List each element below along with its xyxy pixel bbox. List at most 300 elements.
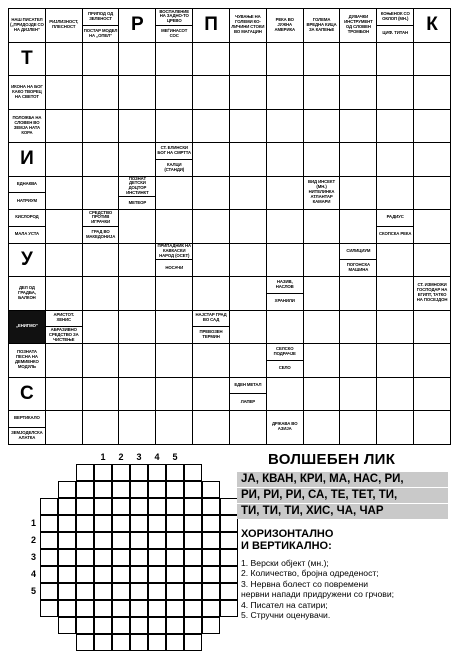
figure-cell[interactable]: [112, 600, 130, 617]
figure-cell[interactable]: [130, 498, 148, 515]
figure-cell[interactable]: [166, 634, 184, 651]
figure-cell[interactable]: [112, 532, 130, 549]
given-letter-cell: [9, 143, 46, 177]
answer-cell[interactable]: [304, 378, 341, 412]
figure-cell[interactable]: [130, 532, 148, 549]
definition: 4. Писател на сатири;: [241, 599, 328, 610]
answer-cell[interactable]: [340, 277, 377, 311]
answer-cell[interactable]: [340, 76, 377, 110]
figure-cell[interactable]: [202, 532, 220, 549]
figure-cell[interactable]: [220, 583, 238, 600]
answer-cell[interactable]: [46, 411, 83, 444]
clue-cell: [46, 9, 83, 43]
answer-cell[interactable]: [230, 76, 267, 110]
figure-cell[interactable]: [220, 532, 238, 549]
given-letter-cell: [9, 43, 46, 77]
answer-cell[interactable]: [230, 344, 267, 378]
answer-cell[interactable]: [119, 344, 156, 378]
figure-cell[interactable]: [166, 481, 184, 498]
answer-cell[interactable]: [156, 210, 193, 244]
answer-cell[interactable]: [340, 411, 377, 444]
figure-cell[interactable]: [94, 532, 112, 549]
figure-cell[interactable]: [112, 583, 130, 600]
figure-cell[interactable]: [94, 464, 112, 481]
figure-cell[interactable]: [130, 583, 148, 600]
figure-cell[interactable]: [130, 549, 148, 566]
clue-cell: [193, 311, 230, 345]
answer-cell[interactable]: [193, 344, 230, 378]
figure-cell[interactable]: [58, 481, 76, 498]
answer-cell[interactable]: [46, 344, 83, 378]
answer-cell[interactable]: [46, 378, 83, 412]
answer-cell[interactable]: [377, 143, 414, 177]
answer-cell[interactable]: [377, 43, 414, 77]
direction-heading-line: ХОРИЗОНТАЛНО: [241, 528, 334, 540]
clue-cell: [230, 9, 267, 43]
answer-cell[interactable]: [304, 311, 341, 345]
clue-text: МЕЃИНАСОТ СОС: [161, 27, 188, 38]
given-letter-cell: [9, 244, 46, 278]
answer-cell[interactable]: [414, 110, 450, 144]
clue-text: ГОЛЕМА ВРЕДНА КИЦА ЗА КАПЕЊЕ: [306, 16, 337, 32]
answer-cell[interactable]: [340, 344, 377, 378]
answer-cell[interactable]: [83, 110, 120, 144]
answer-cell[interactable]: [414, 378, 450, 412]
answer-cell[interactable]: [340, 311, 377, 345]
clue-text: СТ. ИЗМНОЖИ ГОСПОДАР НА ЕГИПТ, ТАТКО НА ПОСЕЈДОН: [416, 282, 448, 303]
answer-cell[interactable]: [83, 143, 120, 177]
figure-cell[interactable]: [202, 481, 220, 498]
answer-cell[interactable]: [119, 43, 156, 77]
figure-cell[interactable]: [76, 634, 94, 651]
answer-cell[interactable]: [414, 210, 450, 244]
clue-cell: [83, 9, 120, 43]
answer-cell[interactable]: [193, 244, 230, 278]
syllable-box: [237, 472, 448, 519]
figure-cell[interactable]: [202, 617, 220, 634]
answer-cell[interactable]: [46, 110, 83, 144]
answer-cell[interactable]: [193, 143, 230, 177]
answer-cell[interactable]: [414, 244, 450, 278]
answer-cell[interactable]: [267, 210, 304, 244]
answer-cell[interactable]: [83, 43, 120, 77]
figure-cell[interactable]: [40, 532, 58, 549]
clue-cell: [340, 244, 377, 278]
given-letter: У: [21, 248, 33, 270]
answer-cell[interactable]: [267, 311, 304, 345]
answer-cell[interactable]: [414, 411, 450, 444]
answer-cell[interactable]: [230, 244, 267, 278]
figure-cell[interactable]: [166, 464, 184, 481]
given-letter: И: [20, 148, 34, 170]
clue-cell: [9, 210, 46, 244]
clue-cell: [119, 177, 156, 211]
figure-cell[interactable]: [148, 600, 166, 617]
answer-cell[interactable]: [304, 244, 341, 278]
answer-cell[interactable]: [340, 210, 377, 244]
figure-cell[interactable]: [76, 515, 94, 532]
clue-text: СКОПСКА РЕКА: [378, 231, 412, 237]
answer-cell[interactable]: [267, 244, 304, 278]
figure-cell[interactable]: [202, 498, 220, 515]
answer-cell[interactable]: [230, 311, 267, 345]
answer-cell[interactable]: [46, 244, 83, 278]
answer-cell[interactable]: [267, 177, 304, 211]
clue-cell: [9, 9, 46, 43]
answer-cell[interactable]: [119, 411, 156, 444]
answer-cell[interactable]: [119, 210, 156, 244]
figure-cell[interactable]: [184, 498, 202, 515]
figure-cell[interactable]: [130, 600, 148, 617]
figure-cell[interactable]: [166, 600, 184, 617]
figure-cell[interactable]: [202, 600, 220, 617]
figure-cell[interactable]: [130, 464, 148, 481]
figure-cell[interactable]: [94, 583, 112, 600]
clue-cell: [83, 210, 120, 244]
answer-cell[interactable]: [304, 43, 341, 77]
figure-cell[interactable]: [58, 600, 76, 617]
answer-cell[interactable]: [156, 311, 193, 345]
figure-cell[interactable]: [184, 566, 202, 583]
figure-cell[interactable]: [58, 617, 76, 634]
figure-cell[interactable]: [40, 583, 58, 600]
given-letter: К: [426, 14, 438, 36]
figure-cell[interactable]: [112, 634, 130, 651]
figure-cell[interactable]: [40, 549, 58, 566]
clue-text: ЕДНАКВА: [9, 177, 45, 194]
answer-cell[interactable]: [83, 411, 120, 444]
figure-cell[interactable]: [148, 464, 166, 481]
clue-cell: [304, 177, 341, 211]
figure-cell[interactable]: [220, 515, 238, 532]
clue-text: ПРЕВОЗЕН ТЕРМИН: [199, 329, 223, 340]
figure-cell[interactable]: [184, 549, 202, 566]
puzzle-title: ВОЛШЕБЕН ЛИК: [268, 451, 396, 468]
row-number: 2: [30, 535, 36, 545]
figure-cell[interactable]: [148, 566, 166, 583]
figure-cell[interactable]: [184, 634, 202, 651]
answer-cell[interactable]: [340, 43, 377, 77]
clue-cell: [46, 311, 83, 345]
clue-cell: [9, 411, 46, 444]
figure-cell[interactable]: [58, 532, 76, 549]
answer-cell[interactable]: [230, 43, 267, 77]
figure-cell[interactable]: [130, 481, 148, 498]
figure-cell[interactable]: [220, 549, 238, 566]
answer-cell[interactable]: [46, 177, 83, 211]
clue-text: ПОСТАР МОДЕЛ НА „ОПЕЛ“: [83, 27, 118, 38]
answer-cell[interactable]: [230, 210, 267, 244]
answer-cell[interactable]: [414, 344, 450, 378]
answer-cell[interactable]: [46, 277, 83, 311]
figure-cell[interactable]: [166, 617, 184, 634]
answer-cell[interactable]: [83, 311, 120, 345]
figure-cell[interactable]: [58, 498, 76, 515]
answer-cell[interactable]: [156, 43, 193, 77]
figure-cell[interactable]: [130, 515, 148, 532]
answer-cell[interactable]: [267, 143, 304, 177]
clue-cell: [9, 277, 46, 311]
answer-cell[interactable]: [304, 411, 341, 444]
clue-text: ЦИФ. ТИТАН: [382, 30, 408, 36]
answer-cell[interactable]: [304, 210, 341, 244]
figure-cell[interactable]: [148, 617, 166, 634]
figure-cell[interactable]: [184, 464, 202, 481]
answer-cell[interactable]: [304, 344, 341, 378]
answer-cell[interactable]: [119, 110, 156, 144]
answer-cell[interactable]: [377, 378, 414, 412]
answer-cell[interactable]: [230, 143, 267, 177]
figure-cell[interactable]: [202, 566, 220, 583]
figure-cell[interactable]: [148, 515, 166, 532]
answer-cell[interactable]: [156, 110, 193, 144]
figure-cell[interactable]: [58, 583, 76, 600]
given-letter-cell: [193, 9, 230, 43]
answer-cell[interactable]: [267, 43, 304, 77]
figure-cell[interactable]: [130, 634, 148, 651]
answer-cell[interactable]: [156, 411, 193, 444]
figure-cell[interactable]: [184, 481, 202, 498]
figure-cell[interactable]: [184, 600, 202, 617]
answer-cell[interactable]: [340, 110, 377, 144]
clue-cell: [9, 76, 46, 110]
answer-cell[interactable]: [83, 344, 120, 378]
clue-text: СЕЛО: [278, 365, 291, 371]
answer-cell[interactable]: [267, 110, 304, 144]
figure-cell[interactable]: [94, 600, 112, 617]
figure-cell[interactable]: [76, 583, 94, 600]
clue-text: СИЛИЦИУМ: [340, 244, 376, 261]
figure-cell[interactable]: [148, 532, 166, 549]
clue-cell: [304, 9, 341, 43]
answer-cell[interactable]: [304, 110, 341, 144]
answer-cell[interactable]: [83, 76, 120, 110]
column-number: 1: [100, 452, 106, 462]
answer-cell[interactable]: [340, 143, 377, 177]
answer-cell[interactable]: [119, 76, 156, 110]
answer-cell[interactable]: [83, 378, 120, 412]
figure-cell[interactable]: [76, 617, 94, 634]
answer-cell[interactable]: [193, 277, 230, 311]
figure-cell[interactable]: [148, 481, 166, 498]
clue-text: СРЕДСТВО ПРОТИВ ИГРАЧКИ: [83, 210, 119, 227]
direction-heading-line: И ВЕРТИКАЛНО:: [241, 540, 332, 552]
answer-cell[interactable]: [119, 378, 156, 412]
figure-cell[interactable]: [130, 617, 148, 634]
figure-cell[interactable]: [148, 498, 166, 515]
figure-cell[interactable]: [76, 532, 94, 549]
syllable-line: ТИ, ТИ, ТИ, ХИС, ЧА, ЧАР: [237, 503, 448, 519]
clue-cell: [267, 344, 304, 378]
answer-cell[interactable]: [193, 43, 230, 77]
answer-cell[interactable]: [267, 76, 304, 110]
answer-cell[interactable]: [377, 244, 414, 278]
figure-cell[interactable]: [40, 566, 58, 583]
clue-text: ЛАПЕР: [240, 398, 256, 404]
clue-text: КОЊЕНОК СО ОКЛОП (МН.): [377, 9, 413, 26]
answer-cell[interactable]: [377, 110, 414, 144]
figure-cell[interactable]: [94, 549, 112, 566]
answer-cell[interactable]: [119, 277, 156, 311]
answer-cell[interactable]: [156, 277, 193, 311]
column-number: 4: [154, 452, 160, 462]
figure-cell[interactable]: [112, 481, 130, 498]
clue-text: ЗЕМЈОДЕЛСКА АЛАТКА: [11, 429, 43, 440]
clue-text: РИЈЛИЗНОСТ, ПЛЕСНОСТ: [49, 19, 79, 30]
answer-cell[interactable]: [193, 110, 230, 144]
answer-cell[interactable]: [193, 177, 230, 211]
answer-cell[interactable]: [340, 378, 377, 412]
figure-cell[interactable]: [148, 634, 166, 651]
syllable-line: ЈА, КВАН, КРИ, МА, НАС, РИ,: [241, 473, 404, 485]
figure-cell[interactable]: [94, 617, 112, 634]
figure-cell[interactable]: [220, 600, 238, 617]
clue-text: ИКОНА НА БОГ КАКО ТВОРЕЦ НА СВЕТОТ: [11, 83, 43, 99]
figure-cell[interactable]: [166, 566, 184, 583]
figure-cell[interactable]: [112, 464, 130, 481]
figure-cell[interactable]: [112, 566, 130, 583]
answer-cell[interactable]: [156, 378, 193, 412]
figure-cell[interactable]: [166, 549, 184, 566]
answer-cell[interactable]: [83, 277, 120, 311]
figure-cell[interactable]: [166, 498, 184, 515]
answer-cell[interactable]: [156, 344, 193, 378]
figure-cell[interactable]: [76, 600, 94, 617]
figure-cell[interactable]: [94, 515, 112, 532]
answer-cell[interactable]: [46, 143, 83, 177]
figure-cell[interactable]: [148, 583, 166, 600]
clue-cell: [340, 9, 377, 43]
figure-cell[interactable]: [202, 549, 220, 566]
figure-cell[interactable]: [166, 515, 184, 532]
clue-text: ДУВАЧКИ ИНСТРУМЕНТ ОД СЛОВЕН ТРОМБОН: [344, 14, 373, 35]
clue-text: ПРИПАДНИК НА КАВКАСКИ НАРОД (ОСЕТ): [156, 244, 192, 261]
answer-cell[interactable]: [377, 76, 414, 110]
figure-cell[interactable]: [202, 583, 220, 600]
answer-cell[interactable]: [193, 210, 230, 244]
clue-text: ДЕЛ ОД ГРАДБА, БАЛКОН: [18, 284, 36, 300]
given-letter: Т: [21, 47, 33, 69]
figure-cell[interactable]: [166, 532, 184, 549]
answer-cell[interactable]: [119, 311, 156, 345]
answer-cell[interactable]: [230, 277, 267, 311]
clue-text: РЕКА ВО ЈУЖНА АМЕРИКА: [274, 16, 295, 32]
answer-cell[interactable]: [119, 143, 156, 177]
clue-text: ПРИПОД ОД ЗЕЛЕНОСТ: [83, 9, 119, 26]
figure-cell[interactable]: [94, 634, 112, 651]
figure-cell[interactable]: [94, 566, 112, 583]
answer-cell[interactable]: [414, 143, 450, 177]
answer-cell[interactable]: [267, 378, 304, 412]
answer-cell[interactable]: [304, 277, 341, 311]
answer-cell[interactable]: [414, 43, 450, 77]
figure-cell[interactable]: [148, 549, 166, 566]
answer-cell[interactable]: [377, 177, 414, 211]
row-number: 5: [30, 586, 36, 596]
definition: 2. Количество, бројна одреденост;: [241, 568, 379, 579]
figure-cell[interactable]: [202, 515, 220, 532]
answer-cell[interactable]: [230, 110, 267, 144]
answer-cell[interactable]: [414, 177, 450, 211]
answer-cell[interactable]: [83, 177, 120, 211]
answer-cell[interactable]: [377, 344, 414, 378]
figure-cell[interactable]: [40, 600, 58, 617]
figure-cell[interactable]: [166, 583, 184, 600]
figure-cell[interactable]: [76, 481, 94, 498]
clue-text: КАЛЦИ (СТАНДИ): [164, 161, 185, 172]
answer-cell[interactable]: [230, 177, 267, 211]
clue-text: НАЗИВ, НАСЛОВ: [267, 277, 303, 294]
answer-cell[interactable]: [377, 411, 414, 444]
answer-cell[interactable]: [377, 277, 414, 311]
figure-cell[interactable]: [112, 617, 130, 634]
clue-cell: [377, 9, 414, 43]
figure-cell[interactable]: [94, 498, 112, 515]
answer-cell[interactable]: [83, 244, 120, 278]
row-number: 3: [30, 552, 36, 562]
answer-cell[interactable]: [414, 311, 450, 345]
clue-text: АБРАЗИВНО СРЕДСТВО ЗА ЧИСТЕЊЕ: [48, 326, 79, 342]
figure-cell[interactable]: [220, 566, 238, 583]
answer-cell[interactable]: [46, 43, 83, 77]
clue-text: ЧУВАЊЕ НА ГОЛЕМИ КО-ЛИЧИНИ СТОКИ ВО МАГАЦИН: [231, 14, 265, 35]
figure-cell[interactable]: [112, 498, 130, 515]
figure-cell[interactable]: [184, 617, 202, 634]
answer-cell[interactable]: [304, 143, 341, 177]
answer-cell[interactable]: [377, 311, 414, 345]
answer-cell[interactable]: [414, 76, 450, 110]
figure-cell[interactable]: [220, 498, 238, 515]
figure-cell[interactable]: [184, 583, 202, 600]
figure-cell[interactable]: [184, 515, 202, 532]
figure-cell[interactable]: [40, 498, 58, 515]
given-letter: С: [20, 382, 34, 404]
answer-cell[interactable]: [119, 244, 156, 278]
answer-cell[interactable]: [46, 76, 83, 110]
figure-cell[interactable]: [76, 498, 94, 515]
clue-cell: [9, 344, 46, 378]
figure-cell[interactable]: [76, 464, 94, 481]
answer-cell[interactable]: [156, 76, 193, 110]
figure-cell[interactable]: [76, 566, 94, 583]
figure-cell[interactable]: [76, 549, 94, 566]
figure-cell[interactable]: [58, 566, 76, 583]
answer-cell[interactable]: [46, 210, 83, 244]
figure-cell[interactable]: [58, 515, 76, 532]
given-letter: П: [204, 14, 218, 36]
clue-text: ПОЛОЖБА НА СЛОВЕН ВО ЗЕМЈА НАТА КОРА: [12, 114, 42, 135]
answer-cell[interactable]: [340, 177, 377, 211]
figure-cell[interactable]: [184, 532, 202, 549]
column-number: 2: [118, 452, 124, 462]
figure-cell[interactable]: [130, 566, 148, 583]
figure-cell[interactable]: [94, 481, 112, 498]
answer-cell[interactable]: [304, 76, 341, 110]
figure-cell[interactable]: [112, 515, 130, 532]
figure-cell[interactable]: [40, 515, 58, 532]
clue-cell: [9, 110, 46, 144]
answer-cell[interactable]: [193, 378, 230, 412]
figure-cell[interactable]: [58, 549, 76, 566]
clue-text: СЕЛСКО ПОДРАЧЈЕ: [267, 344, 303, 361]
clue-text: МЕТЕОР: [128, 199, 147, 205]
figure-cell[interactable]: [112, 549, 130, 566]
answer-cell[interactable]: [230, 411, 267, 444]
clue-text: НАШ ПИСАТЕЛ („ПРИДОЈДЕ СО НА ДИЈЛЕН“: [10, 16, 44, 32]
answer-cell[interactable]: [193, 411, 230, 444]
answer-cell[interactable]: [193, 76, 230, 110]
answer-cell[interactable]: [156, 177, 193, 211]
